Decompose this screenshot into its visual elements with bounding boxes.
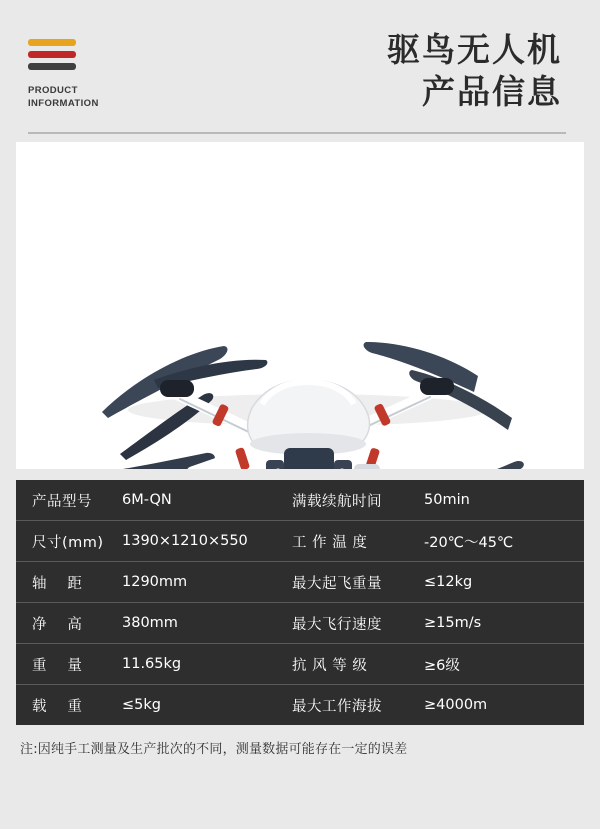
product-image-panel <box>16 142 584 469</box>
header-divider <box>28 132 566 134</box>
table-row <box>16 480 584 521</box>
spec-label-height: 净 高 <box>32 616 83 633</box>
spec-value-dimensions: 1390×1210×550 <box>122 533 248 549</box>
spec-label-max-speed: 最大飞行速度 <box>292 616 382 633</box>
spec-label-temperature: 工 作 温 度 <box>292 534 368 551</box>
brand-text-line2: INFORMATION <box>28 97 99 109</box>
spec-value-max-takeoff-weight: ≤12kg <box>424 574 473 590</box>
spec-value-model: 6M-QN <box>122 492 172 508</box>
page-header <box>16 0 584 142</box>
spec-label-payload: 载 重 <box>32 698 83 715</box>
spec-table <box>16 480 584 725</box>
table-row <box>16 685 584 725</box>
spec-value-max-speed: ≥15m/s <box>424 615 482 631</box>
table-row <box>16 644 584 685</box>
drone-photo <box>16 142 584 469</box>
spec-value-wind-resistance: ≥6级 <box>424 657 460 674</box>
logo-bar-red <box>28 51 76 58</box>
logo-bars-icon <box>28 39 99 70</box>
logo-bar-orange <box>28 39 76 46</box>
spec-label-max-takeoff-weight: 最大起飞重量 <box>292 575 382 592</box>
drone-illustration <box>16 142 584 469</box>
table-row <box>16 562 584 603</box>
table-row <box>16 603 584 644</box>
spec-label-endurance: 满载续航时间 <box>292 493 382 510</box>
logo-bar-dark <box>28 63 76 70</box>
spec-label-wheelbase: 轴 距 <box>32 575 83 592</box>
spec-value-endurance: 50min <box>424 492 470 508</box>
spec-value-height: 380mm <box>122 615 178 631</box>
spec-value-wheelbase: 1290mm <box>122 574 188 590</box>
spec-label-max-altitude: 最大工作海拔 <box>292 698 382 715</box>
spec-label-dimensions: 尺寸(mm) <box>32 534 104 551</box>
brand-text-line1: PRODUCT <box>28 84 78 96</box>
title-main: 驱鸟无人机 <box>387 30 562 69</box>
spec-label-wind-resistance: 抗 风 等 级 <box>292 657 368 674</box>
spec-label-model: 产品型号 <box>32 493 92 510</box>
title-sub: 产品信息 <box>422 72 562 111</box>
footer-note: 注:因纯手工测量及生产批次的不同，测量数据可能存在一定的误差 <box>20 742 408 757</box>
page-title <box>387 29 566 113</box>
brand-logo <box>28 33 99 110</box>
spec-value-max-altitude: ≥4000m <box>424 697 488 713</box>
spec-value-temperature: -20℃～45℃ <box>424 534 514 551</box>
spec-value-weight: 11.65kg <box>122 656 182 672</box>
spec-label-weight: 重 量 <box>32 657 83 674</box>
spec-value-payload: ≤5kg <box>122 697 161 713</box>
table-row <box>16 521 584 562</box>
